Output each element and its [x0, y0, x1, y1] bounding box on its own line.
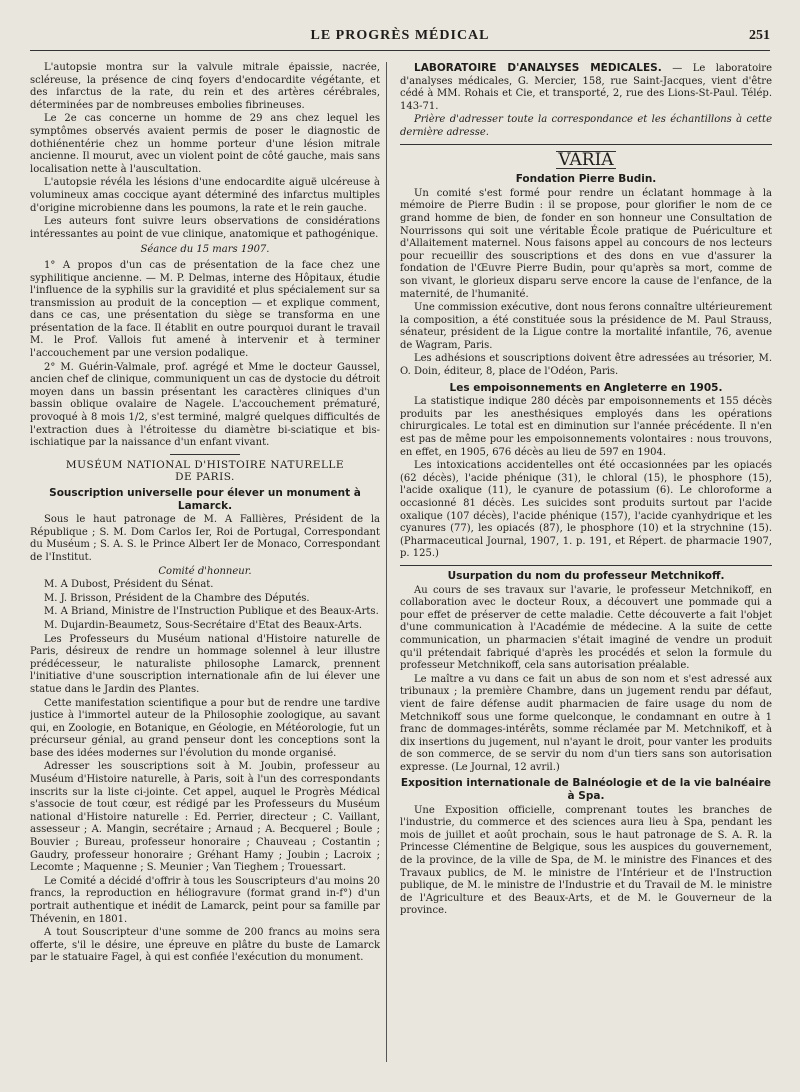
- laboratoire-notice: [400, 62, 772, 113]
- comite-member: M. Dujardin-Beaumetz, Sous-Secrétaire d'Etat des Beaux-Arts.: [44, 619, 363, 631]
- paragraph: A tout Souscripteur d'une somme de 200 francs au moins sera offerte, s'il le désire, une épreuve en plâtre du buste de Lamarck par le statuaire Fagel, à qui est confiée l'exécution du monument.: [30, 927, 380, 964]
- section-rule: [400, 565, 772, 566]
- paragraph: Les adhésions et souscriptions doivent être adressées au trésorier, M. O. Doin, éditeur, 8, place de l'Odéon, Paris.: [400, 353, 772, 378]
- varia-heading: VARIA: [556, 151, 616, 170]
- laboratoire-text: — Le laboratoire d'analyses médicales, G. Mercier, 158, rue Saint-Jacques, vient d'être cédé à MM. Rohais et Cie, et transporté, 2, rue des Lions-St-Paul. Télép. 143-71.: [400, 63, 772, 112]
- paragraph: L'autopsie révéla les lésions d'une endocardite aiguë ulcéreuse à volumineux amas coccique ayant déterminé des infarctus multiples d'origine microbienne dans les poumons, la rate et le rein gauche.: [30, 177, 380, 214]
- usurpation-heading: Usurpation du nom du professeur Metchnikoff.: [447, 569, 725, 582]
- paragraph: Le maître a vu dans ce fait un abus de son nom et s'est adressé aux tribunaux ; la première Chambre, dans un jugement rendu par défaut, vient de faire défense audit pharmacien de faire usage du nom de Metchnikoff sous une forme quelconque, le condamnant en outre à 1 franc de dommages-intérêts, somme réclamée par M. Metchnikoff, et à dix insertions du jugement, nul n'ayant le droit, pour vanter les produits de son commerce, de se servir du nom d'un tiers sans son autorisation expresse. (Le Journal, 12 avril.): [400, 673, 772, 773]
- right-column: [400, 62, 772, 1072]
- budin-heading: Fondation Pierre Budin.: [515, 173, 657, 186]
- page-number: 251: [749, 28, 770, 43]
- paragraph: Les auteurs font suivre leurs observations de considérations intéressantes au point de vue clinique, anatomique et pathogénique.: [30, 216, 380, 240]
- paragraph: Au cours de ses travaux sur l'avarie, le professeur Metchnikoff, en collaboration avec le docteur Roux, a découvert une pommade qui a pour effet de préserver de cette maladie. Cette découverte a fait l'objet d'une communication à l'Académie de médecine. A la suite de cette communication, un pharmacien s'était imaginé de vendre un produit qu'il prétendait fabriqué d'après les procédés et selon la formule du professeur Metchnikoff, cela sans autorisation préalable.: [400, 584, 772, 672]
- column-divider: [386, 62, 387, 1062]
- laboratoire-note: Prière d'adresser toute la correspondance et les échantillons à cette dernière adresse.: [400, 114, 772, 138]
- comite-member: M. J. Brisson, Président de la Chambre des Députés.: [44, 592, 310, 604]
- souscription-heading: Souscription universelle pour élever un monument à Lamarck.: [49, 487, 361, 512]
- left-column: [30, 62, 380, 1072]
- exposition-heading: Exposition internationale de Balnéologie et de la vie balnéaire à Spa.: [400, 777, 772, 803]
- comite-member: M. A Briand, Ministre de l'Instruction Publique et des Beaux-Arts.: [44, 606, 379, 618]
- seance-heading: Séance du 15 mars 1907.: [140, 244, 270, 256]
- paragraph: Les Professeurs du Muséum national d'Histoire naturelle de Paris, désireux de rendre un hommage solennel à leur illustre prédécesseur, le naturaliste philosophe Lamarck, prennent l'initiative d'une souscription internationale afin de lui élever une statue dans le Jardin des Plantes.: [30, 633, 380, 695]
- section-separator: [170, 454, 240, 455]
- paragraph: Les intoxications accidentelles ont été occasionnées par les opiacés (62 décès), l'acide phénique (31), le chloral (15), le phosphore (15), l'acide oxalique (11), le cyanure de potassium (6). Le chloroforme a occasionné 81 décès. Les suicides sont produits surtout par l'acide oxalique (107 décès), l'acide phénique (157), l'acide cyanhydrique et les cyanures (77), les opiacés (87), le phosphore (10) et la strychnine (15). (Pharmaceutical Journal, 1907, 1. p. 191, et Répert. de pharmacie 1907, p. 125.): [400, 460, 772, 560]
- paragraph: Le Comité a décidé d'offrir à tous les Souscripteurs d'au moins 20 francs, la reproduction en héliogravure (format grand in-f°) d'un portrait authentique et inédit de Lamarck, peint pour sa famille par Thévenin, en 1801.: [30, 875, 380, 925]
- museum-title-line-2: DE PARIS.: [175, 471, 235, 484]
- laboratoire-heading: LABORATOIRE D'ANALYSES MÉDICALES.: [414, 62, 662, 74]
- paragraph: Le 2e cas concerne un homme de 29 ans chez lequel les symptômes observés avaient permis de poser le diagnostic de dothiénentérie chez un homme porteur d'une lésion mitrale ancienne. Il mourut, avec un violent point de côté gauche, mais sans localisation nette à l'auscultation.: [30, 113, 380, 175]
- paragraph: 1° A propos d'un cas de présentation de la face chez une syphilitique ancienne. — M. P. Delmas, interne des Hôpitaux, étudie l'influence de la syphilis sur la gravidité et plus spécialement sur sa transmission au produit de la conception — et explique comment, dans ce cas, une présentation du siège se transforma en une présentation de la face. Il établit en outre pourquoi durant le travail M. le Prof. Vallois fut amené à intervenir et à terminer l'accouchement par une version podalique.: [30, 259, 380, 360]
- running-header: [30, 28, 770, 51]
- paragraph: Une commission exécutive, dont nous ferons connaître ultérieurement la composition, a été constituée sous la présidence de M. Paul Strauss, sénateur, président de la Ligue contre la mortalité infantile, 76, avenue de Wagram, Paris.: [400, 302, 772, 351]
- section-rule: [400, 144, 772, 145]
- paragraph: L'autopsie montra sur la valvule mitrale épaissie, nacrée, scléreuse, la présence de cinq foyers d'endocardite végétante, et des infarctus de la rate, du rein et des artères cérébrales, déterminées par de nombreuses embolies fibrineuses.: [30, 62, 380, 111]
- paragraph: La statistique indique 280 décès par empoisonnements et 155 décès produits par les anesthésiques employés dans les opérations chirurgicales. Le total est en diminution sur l'année précédente. Il n'en est pas de même pour les empoisonnements volontaires : nous trouvons, en effet, en 1905, 676 décès au lieu de 597 en 1904.: [400, 396, 772, 458]
- comite-member: M. A Dubost, Président du Sénat.: [44, 579, 214, 591]
- paragraph: Adresser les souscriptions soit à M. Joubin, professeur au Muséum d'Histoire naturelle, à Paris, soit à l'un des correspondants inscrits sur la liste ci-jointe. Cet appel, auquel le Progrès Médical s'associe de tout cœur, est rédigé par les Professeurs du Muséum national d'Histoire naturelle : Ed. Perrier, directeur ; C. Vaillant, assesseur ; A. Mangin, secrétaire ; Arnaud ; A. Becquerel ; Boule ; Bouvier ; Bureau, professeur honoraire ; Chauveau ; Costantin ; Gaudry, professeur honoraire ; Gréhant Hamy ; Joubin ; Lacroix ; Lecomte ; Maquenne ; S. Meunier ; Van Tieghem ; Trouessart.: [30, 761, 380, 874]
- paragraph: 2° M. Guérin-Valmale, prof. agrégé et Mme le docteur Gaussel, ancien chef de clinique, communiquent un cas de dystocie du détroit moyen dans un bassin présentant les caractères cliniques d'un bassin oblique ovalaire de Nagele. L'accouchement prématuré, provoqué à 8 mois 1/2, s'est terminé, malgré quelques difficultés de l'extraction dues à l'étroitesse du diamètre bi-sciatique et bis-ischiatique par la naissance d'un enfant vivant.: [30, 361, 380, 449]
- paragraph: Un comité s'est formé pour rendre un éclatant hommage à la mémoire de Pierre Budin : il se propose, pour glorifier le nom de ce grand homme de bien, de fonder en son honneur une Consultation de Nourrissons qui soit une véritable École pratique de Puériculture et d'Allaitement maternel. Nous faisons appel au concours de nos lecteurs pour recueillir des souscriptions et des dons en vue d'assurer la fondation de l'Œuvre Pierre Budin, pour qu'après sa mort, comme de son vivant, le glorieux disparu serve encore la cause de l'enfance, de la maternité, de l'humanité.: [400, 187, 772, 300]
- comite-heading: Comité d'honneur.: [158, 565, 252, 577]
- paragraph: Une Exposition officielle, comprenant toutes les branches de l'industrie, du commerce et des sciences aura lieu à Spa, pendant les mois de juillet et août prochain, sous le haut patronage de S. A. R. la Princesse Clémentine de Belgique, sous les auspices du gouvernement, de la province, de la ville de Spa, de M. le ministre des Finances et des Travaux publics, de M. le ministre de l'Intérieur et de l'Instruction publique, de M. le ministre de l'Industrie et du Travail de M. le ministre de l'Agriculture et des Beaux-Arts, et de M. le Gouverneur de la province.: [400, 804, 772, 917]
- museum-title-line-1: MUSÉUM NATIONAL D'HISTOIRE NATURELLE: [65, 458, 345, 471]
- paragraph: Cette manifestation scientifique a pour but de rendre une tardive justice à l'immortel auteur de la Philosophie zoologique, au savant qui, en Zoologie, en Botanique, en Géologie, en Météorologie, fut un précurseur génial, au grand penseur dont les conceptions sont la base des idées modernes sur l'évolution du monde organisé.: [30, 697, 380, 759]
- empoisonnements-heading: Les empoisonnements en Angleterre en 1905.: [449, 381, 723, 394]
- patronage-text: Sous le haut patronage de M. A Fallières, Président de la République ; S. M. Dom Carlos Ier, Roi de Portugal, Correspondant du Muséum ; S. A. S. le Prince Albert Ier de Monaco, Correspondant de l'Institut.: [30, 514, 380, 563]
- journal-title: LE PROGRÈS MÉDICAL: [310, 28, 490, 43]
